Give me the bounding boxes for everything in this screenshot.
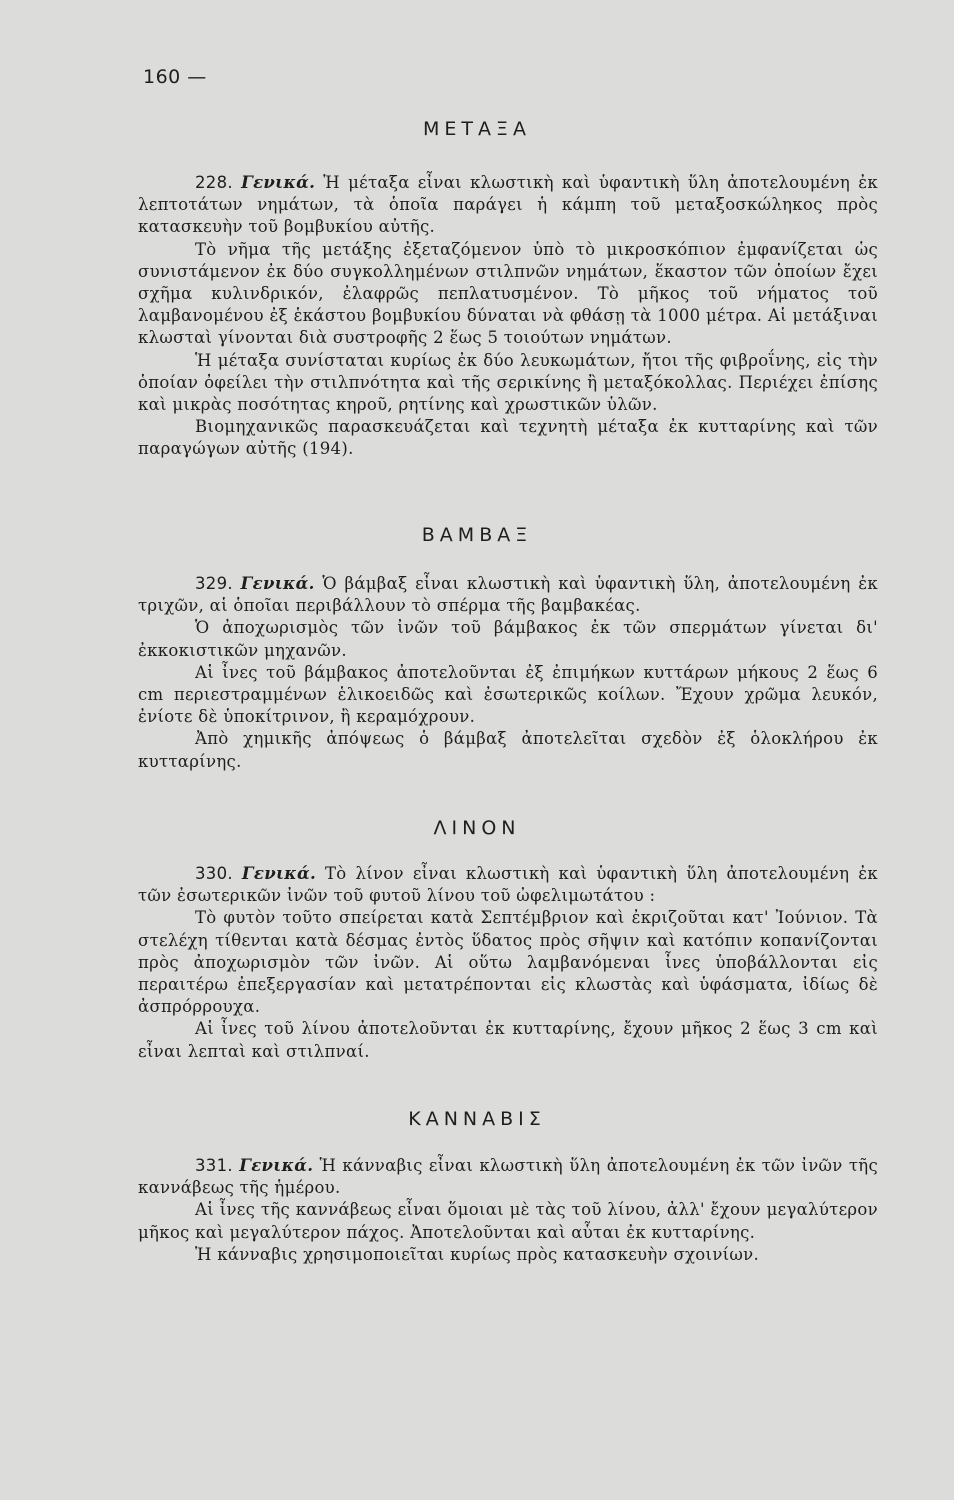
heading-hemp: ΚΑΝΝΑΒΙΣ bbox=[408, 1108, 546, 1130]
section-linen bbox=[138, 863, 878, 1063]
paragraph: Βιομηχανικῶς παρασκευάζεται καὶ τεχνητὴ μέταξα ἐκ κυτταρίνης καὶ τῶν παραγώγων αὐτῆς (194). bbox=[138, 417, 878, 459]
section-number: 331. bbox=[195, 1156, 233, 1175]
section-number: 329. bbox=[195, 574, 233, 593]
paragraph: Αἱ ἶνες τοῦ λίνου ἀποτελοῦνται ἐκ κυτταρίνης, ἔχουν μῆκος 2 ἕως 3 cm καὶ εἶναι λεπταὶ καὶ στιλπναί. bbox=[138, 1019, 878, 1061]
section-silk bbox=[138, 172, 878, 461]
paragraph bbox=[138, 172, 878, 239]
paragraph bbox=[138, 863, 878, 907]
paragraph-text: Ὁ βάμβαξ εἶναι κλωστικὴ καὶ ὑφαντικὴ ὕλη, ἀποτελουμένη ἐκ τριχῶν, αἱ ὁποῖαι περιβάλλουν τὸ σπέρμα τῆς βαμβακέας. bbox=[138, 574, 879, 616]
paragraph-text: Ἡ μέταξα εἶναι κλωστικὴ καὶ ὑφαντικὴ ὕλη ἀποτελουμένη ἐκ λεπτοτάτων νημάτων, τὰ ὁποῖα παράγει ἡ κάμπη τοῦ μεταξοσκώληκος πρὸς κατασκευὴν τοῦ βομβυκίου αὐτῆς. bbox=[138, 173, 878, 237]
paragraph: Αἱ ἶνες τοῦ βάμβακος ἀποτελοῦνται ἐξ ἐπιμήκων κυττάρων μήκους 2 ἕως 6 cm περιεστραμμένων ἑλικοειδῶς καὶ ἐσωτερικῶς κοίλων. Ἔχουν χρῶμα λευκόν, ἐνίοτε δὲ ὑποκίτρινον, ἢ κεραμόχρουν. bbox=[138, 662, 878, 727]
paragraph-text: Τὸ λίνον εἶναι κλωστικὴ καὶ ὑφαντικὴ ὕλη ἀποτελουμένη ἐκ τῶν ἐσωτερικῶν ἰνῶν τοῦ φυτοῦ λίνου τοῦ ὠφελιμωτάτου : bbox=[138, 864, 878, 906]
section-cotton bbox=[138, 573, 878, 773]
section-label: Γενικά. bbox=[241, 864, 316, 883]
heading-cotton: ΒΑΜΒΑΞ bbox=[421, 524, 533, 546]
section-hemp bbox=[138, 1155, 878, 1266]
paragraph: Ἡ μέταξα συνίσταται κυρίως ἐκ δύο λευκωμάτων, ἤτοι τῆς φιβροΐνης, εἰς τὴν ὁποίαν ὀφείλει τὴν στιλπνότητα καὶ τῆς σερικίνης ἢ μεταξόκολλας. Περιέχει ἐπίσης καὶ μικρὰς ποσότητας κηροῦ, ρητίνης καὶ χρωστικῶν ὑλῶν. bbox=[138, 350, 878, 415]
paragraph bbox=[138, 573, 878, 617]
paragraph: Τὸ φυτὸν τοῦτο σπείρεται κατὰ Σεπτέμβριον καὶ ἐκριζοῦται κατ' Ἰούνιον. Τὰ στελέχη τίθενται κατὰ δέσμας ἐντὸς ὕδατος πρὸς σῆψιν καὶ κατόπιν κοπανίζονται πρὸς ἀποχωρισμὸν τῶν ἰνῶν. Αἱ οὕτω λαμβανόμεναι ἶνες ὑποβάλλονται εἰς περαιτέρω ἐπεξεργασίαν καὶ μετατρέπονται εἰς κλωστὰς καὶ ὑφάσματα, ἰδίως δὲ ἀσπρόρρουχα. bbox=[138, 908, 878, 1017]
paragraph bbox=[138, 1155, 878, 1199]
paragraph: Ἡ κάνναβις χρησιμοποιεῖται κυρίως πρὸς κατασκευὴν σχοινίων. bbox=[195, 1244, 760, 1264]
page-number: 160 — bbox=[143, 66, 207, 88]
heading-linen: ΛΙΝΟΝ bbox=[433, 817, 521, 839]
section-label: Γενικά. bbox=[241, 173, 316, 192]
paragraph: Αἱ ἶνες τῆς καννάβεως εἶναι ὅμοιαι μὲ τὰς τοῦ λίνου, ἀλλ' ἔχουν μεγαλύτερον μῆκος καὶ μεγαλύτερον πάχος. Ἀποτελοῦνται καὶ αὗται ἐκ κυτταρίνης. bbox=[138, 1200, 878, 1242]
section-label: Γενικά. bbox=[240, 574, 315, 593]
paragraph: Ἀπὸ χημικῆς ἀπόψεως ὁ βάμβαξ ἀποτελεῖται σχεδὸν ἐξ ὁλοκλήρου ἐκ κυτταρίνης. bbox=[138, 729, 878, 771]
paragraph: Ὁ ἀποχωρισμὸς τῶν ἰνῶν τοῦ βάμβακος ἐκ τῶν σπερμάτων γίνεται δι' ἐκκοκιστικῶν μηχανῶν. bbox=[138, 618, 878, 660]
heading-silk: ΜΕΤΑΞΑ bbox=[422, 118, 531, 140]
paragraph: Τὸ νῆμα τῆς μετάξης ἐξεταζόμενον ὑπὸ τὸ μικροσκόπιον ἐμφανίζεται ὡς συνιστάμενον ἐκ δύο συγκολλημένων στιλπνῶν νημάτων, ἕκαστον τῶν ὁποίων ἔχει σχῆμα κυλινδρικόν, ἐλαφρῶς πεπλατυσμένον. Τὸ μῆκος τοῦ νήματος τοῦ λαμβανομένου ἐξ ἑκάστου βομβυκίου δύναται νὰ φθάσῃ τὰ 1000 μέτρα. Αἱ μετάξιναι κλωσταὶ γίνονται διὰ συστροφῆς 2 ἕως 5 τοιούτων νημάτων. bbox=[138, 239, 878, 348]
section-label: Γενικά. bbox=[239, 1156, 314, 1175]
paragraph-text: Ἡ κάνναβις εἶναι κλωστικὴ ὕλη ἀποτελουμένη ἐκ τῶν ἰνῶν τῆς καννάβεως τῆς ἡμέρου. bbox=[138, 1156, 879, 1198]
section-number: 330. bbox=[195, 864, 233, 883]
section-number: 228. bbox=[195, 173, 233, 192]
